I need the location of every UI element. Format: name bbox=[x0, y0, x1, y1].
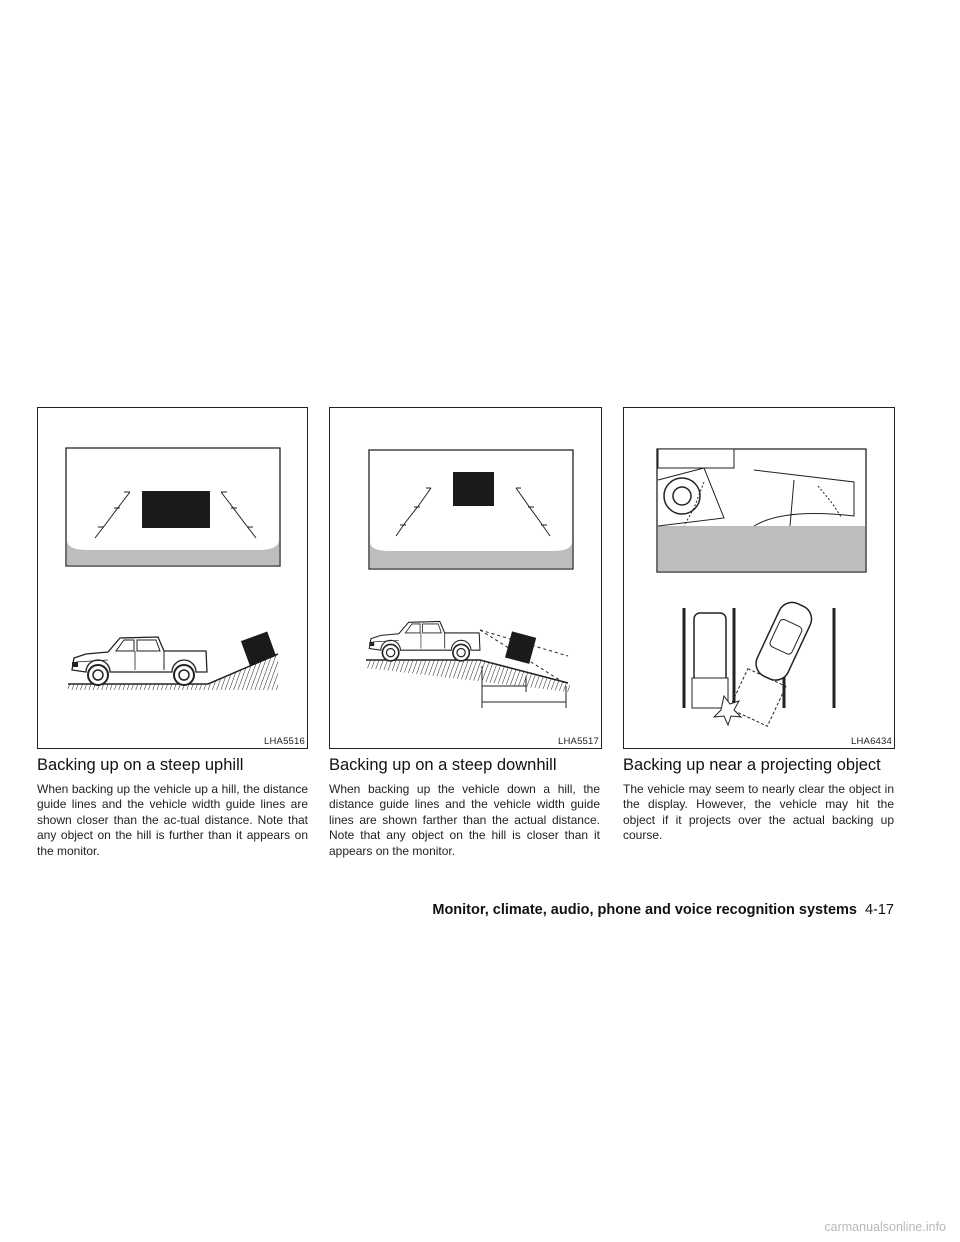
uphill-illustration bbox=[38, 408, 309, 750]
figure-code: LHA5517 bbox=[557, 736, 599, 747]
figure-projecting-object bbox=[623, 407, 895, 749]
section-heading: Backing up on a steep uphill bbox=[37, 756, 244, 774]
section-body: The vehicle may seem to nearly clear the object in the display. However, the vehicle may hit the object if it projects over the actual backing up course. bbox=[623, 782, 894, 843]
footer-section-title: Monitor, climate, audio, phone and voice recognition systems bbox=[432, 902, 857, 918]
section-heading: Backing up on a steep downhill bbox=[329, 756, 557, 774]
section-projecting-object bbox=[623, 756, 894, 844]
section-heading: Backing up near a projecting object bbox=[623, 756, 881, 774]
watermark: carmanualsonline.info bbox=[824, 1220, 946, 1234]
figure-uphill bbox=[37, 407, 308, 749]
section-body: When backing up the vehicle up a hill, the distance guide lines and the vehicle width guide lines are shown closer than the ac-tual distance. Note that any object on the hill is further than it appears on the monitor. bbox=[37, 782, 308, 858]
section-steep-uphill bbox=[37, 756, 308, 859]
figure-downhill bbox=[329, 407, 602, 749]
page-footer bbox=[432, 902, 894, 918]
figure-code: LHA5516 bbox=[263, 736, 305, 747]
figure-code: LHA6434 bbox=[850, 736, 892, 747]
downhill-illustration bbox=[330, 408, 603, 750]
section-steep-downhill bbox=[329, 756, 600, 859]
page-number: 4-17 bbox=[864, 902, 894, 918]
section-body: When backing up the vehicle down a hill, the distance guide lines and the vehicle width guide lines are shown farther than the actual distance. Note that any object on the hill is closer than it appears on the monitor. bbox=[329, 782, 600, 858]
projecting-object-illustration bbox=[624, 408, 896, 750]
